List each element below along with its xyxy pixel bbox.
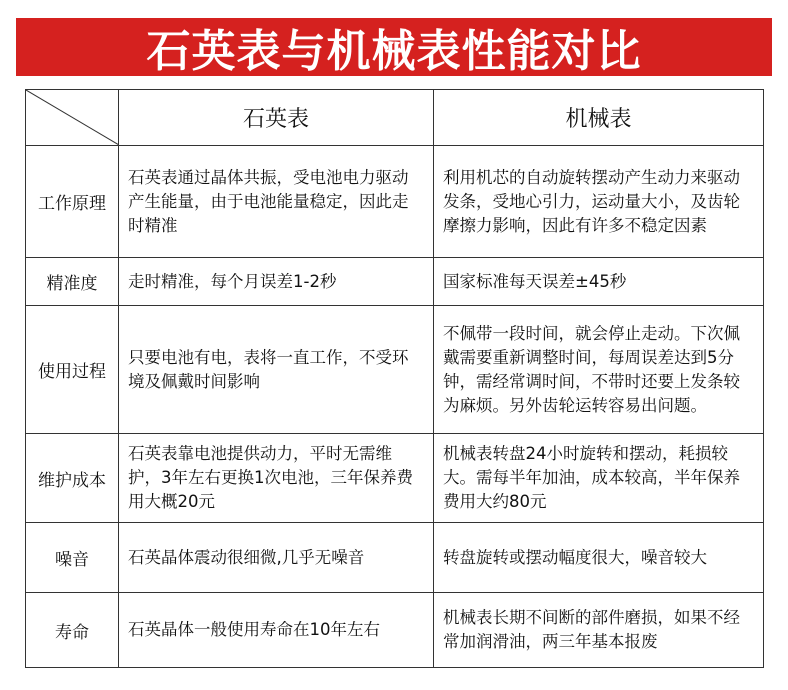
mechanical-cell: 机械表转盘24小时旋转和摆动，耗损较大。需每半年加油，成本较高，半年保养费用大约80元 <box>434 434 764 523</box>
row-label: 寿命 <box>26 593 119 668</box>
row-label: 维护成本 <box>26 434 119 523</box>
table-row <box>26 593 764 668</box>
row-label: 使用过程 <box>26 306 119 434</box>
mechanical-cell: 利用机芯的自动旋转摆动产生动力来驱动发条，受地心引力，运动量大小，及齿轮摩擦力影响，因此有许多不稳定因素 <box>434 146 764 258</box>
mechanical-cell: 转盘旋转或摆动幅度很大，噪音较大 <box>434 523 764 593</box>
column-header-mechanical: 机械表 <box>434 90 764 146</box>
column-header-quartz: 石英表 <box>119 90 434 146</box>
quartz-cell: 石英表通过晶体共振，受电池电力驱动产生能量，由于电池能量稳定，因此走时精准 <box>119 146 434 258</box>
mechanical-cell: 不佩带一段时间，就会停止走动。下次佩戴需要重新调整时间，每周误差达到5分钟，需经常调时间，不带时还要上发条较为麻烦。另外齿轮运转容易出问题。 <box>434 306 764 434</box>
table-row <box>26 306 764 434</box>
row-label: 噪音 <box>26 523 119 593</box>
mechanical-cell: 国家标准每天误差±45秒 <box>434 258 764 306</box>
row-label: 工作原理 <box>26 146 119 258</box>
comparison-table-container <box>25 89 764 668</box>
table-row <box>26 146 764 258</box>
table-row <box>26 434 764 523</box>
quartz-cell: 石英晶体一般使用寿命在10年左右 <box>119 593 434 668</box>
comparison-table <box>25 89 764 668</box>
table-row <box>26 258 764 306</box>
mechanical-cell: 机械表长期不间断的部件磨损，如果不经常加润滑油，两三年基本报废 <box>434 593 764 668</box>
row-label: 精准度 <box>26 258 119 306</box>
quartz-cell: 石英表靠电池提供动力，平时无需维护，3年左右更换1次电池，三年保养费用大概20元 <box>119 434 434 523</box>
table-row <box>26 523 764 593</box>
quartz-cell: 只要电池有电，表将一直工作，不受环境及佩戴时间影响 <box>119 306 434 434</box>
header-row <box>26 90 764 146</box>
quartz-cell: 走时精准，每个月误差1-2秒 <box>119 258 434 306</box>
page-title: 石英表与机械表性能对比 <box>16 18 772 76</box>
quartz-cell: 石英晶体震动很细微,几乎无噪音 <box>119 523 434 593</box>
diagonal-divider <box>26 90 119 145</box>
corner-cell <box>26 90 119 146</box>
